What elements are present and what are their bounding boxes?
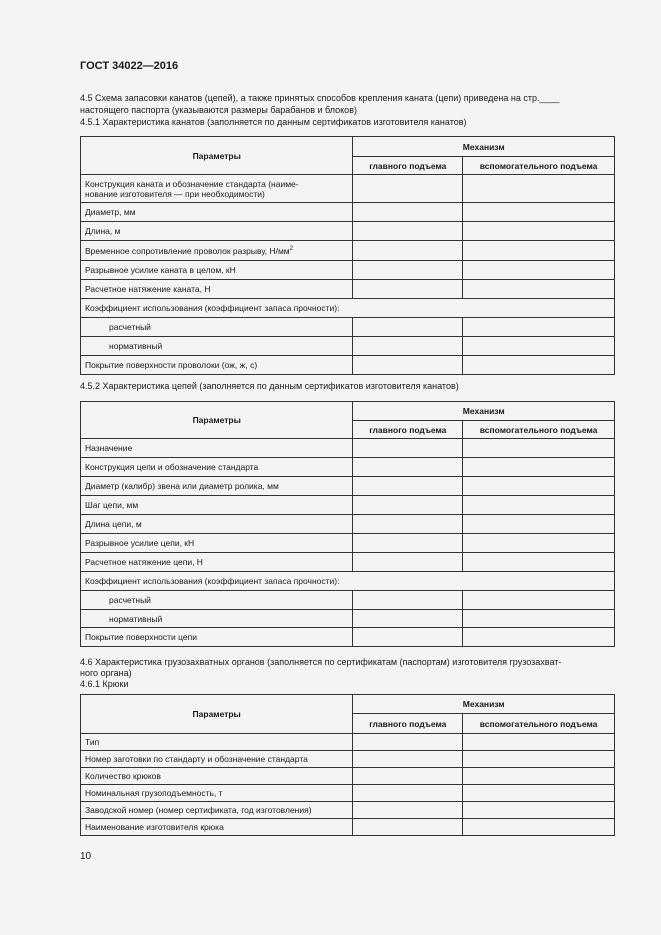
main-lift-cell[interactable] bbox=[353, 222, 463, 241]
aux-lift-cell[interactable] bbox=[463, 356, 615, 375]
document-header: ГОСТ 34022—2016 bbox=[80, 60, 179, 72]
param-cell: Коэффициент использования (коэффициент запаса прочности): bbox=[81, 299, 615, 318]
main-lift-cell[interactable] bbox=[353, 477, 463, 496]
main-lift-cell[interactable] bbox=[353, 439, 463, 458]
aux-lift-header: вспомогательного подъема bbox=[463, 421, 615, 439]
param-cell: Расчетное натяжение цепи, Н bbox=[81, 553, 353, 572]
ropes-table bbox=[80, 136, 615, 375]
aux-lift-header: вспомогательного подъема bbox=[463, 157, 615, 175]
param-cell: Длина, м bbox=[81, 222, 353, 241]
main-lift-cell[interactable] bbox=[353, 734, 463, 751]
aux-lift-cell[interactable] bbox=[463, 591, 615, 610]
aux-lift-cell[interactable] bbox=[463, 280, 615, 299]
main-lift-cell[interactable] bbox=[353, 534, 463, 553]
params-header: Параметры bbox=[81, 137, 353, 175]
aux-lift-cell[interactable] bbox=[463, 318, 615, 337]
aux-lift-cell[interactable] bbox=[463, 819, 615, 836]
main-lift-cell[interactable] bbox=[353, 458, 463, 477]
main-lift-header: главного подъема bbox=[353, 157, 463, 175]
aux-lift-cell[interactable] bbox=[463, 222, 615, 241]
param-cell: Заводской номер (номер сертификата, год изготовления) bbox=[81, 802, 353, 819]
main-lift-cell[interactable] bbox=[353, 751, 463, 768]
aux-lift-cell[interactable] bbox=[463, 610, 615, 628]
main-lift-cell[interactable] bbox=[353, 241, 463, 261]
mechanism-header: Механизм bbox=[353, 137, 615, 157]
param-cell: Временное сопротивление проволок разрыву, $Н/мм^2$ bbox=[81, 241, 353, 261]
section-4-6-line-2: ного органа) bbox=[80, 668, 132, 678]
main-lift-cell[interactable] bbox=[353, 802, 463, 819]
param-cell: Конструкция каната и обозначение стандарта (наиме- нование изготовителя — при необходимости) bbox=[81, 175, 353, 203]
aux-lift-cell[interactable] bbox=[463, 534, 615, 553]
aux-lift-cell[interactable] bbox=[463, 458, 615, 477]
aux-lift-cell[interactable] bbox=[463, 785, 615, 802]
aux-lift-cell[interactable] bbox=[463, 477, 615, 496]
aux-lift-cell[interactable] bbox=[463, 802, 615, 819]
param-cell: нормативный bbox=[81, 610, 353, 628]
param-cell: Длина цепи, м bbox=[81, 515, 353, 534]
aux-lift-cell[interactable] bbox=[463, 628, 615, 647]
aux-lift-cell[interactable] bbox=[463, 553, 615, 572]
param-cell: Расчетное натяжение каната, Н bbox=[81, 280, 353, 299]
param-cell: Покрытие поверхности проволоки (ож, ж, с) bbox=[81, 356, 353, 375]
section-4-6-line-1: 4.6 Характеристика грузозахватных органов (заполняется по сертификатам (паспортам) изготовителя грузозахват- bbox=[80, 657, 562, 667]
params-header: Параметры bbox=[81, 695, 353, 734]
mechanism-header: Механизм bbox=[353, 402, 615, 421]
main-lift-cell[interactable] bbox=[353, 175, 463, 203]
aux-lift-cell[interactable] bbox=[463, 734, 615, 751]
aux-lift-cell[interactable] bbox=[463, 751, 615, 768]
section-4-5-2-title: 4.5.2 Характеристика цепей (заполняется по данным сертификатов изготовителя канатов) bbox=[80, 381, 459, 391]
main-lift-cell[interactable] bbox=[353, 819, 463, 836]
main-lift-header: главного подъема bbox=[353, 421, 463, 439]
section-4-5-line-1: 4.5 Схема запасовки канатов (цепей), а также принятых способов крепления каната (цепи) приведена на стр.____ bbox=[80, 93, 560, 103]
main-lift-cell[interactable] bbox=[353, 628, 463, 647]
main-lift-cell[interactable] bbox=[353, 318, 463, 337]
param-cell: Номер заготовки по стандарту и обозначение стандарта bbox=[81, 751, 353, 768]
main-lift-cell[interactable] bbox=[353, 768, 463, 785]
main-lift-cell[interactable] bbox=[353, 496, 463, 515]
aux-lift-cell[interactable] bbox=[463, 439, 615, 458]
param-cell: Диаметр, мм bbox=[81, 203, 353, 222]
main-lift-cell[interactable] bbox=[353, 356, 463, 375]
aux-lift-cell[interactable] bbox=[463, 768, 615, 785]
aux-lift-cell[interactable] bbox=[463, 496, 615, 515]
param-cell: Количество крюков bbox=[81, 768, 353, 785]
param-cell: Шаг цепи, мм bbox=[81, 496, 353, 515]
aux-lift-cell[interactable] bbox=[463, 175, 615, 203]
param-cell: Тип bbox=[81, 734, 353, 751]
param-cell: Диаметр (калибр) звена или диаметр ролика, мм bbox=[81, 477, 353, 496]
aux-lift-cell[interactable] bbox=[463, 203, 615, 222]
main-lift-cell[interactable] bbox=[353, 515, 463, 534]
section-4-5-1-title: 4.5.1 Характеристика канатов (заполняется по данным сертификатов изготовителя канатов) bbox=[80, 117, 467, 127]
param-cell: Коэффициент использования (коэффициент запаса прочности): bbox=[81, 572, 615, 591]
main-lift-cell[interactable] bbox=[353, 203, 463, 222]
param-cell: Разрывное усилие цепи, кН bbox=[81, 534, 353, 553]
aux-lift-cell[interactable] bbox=[463, 337, 615, 356]
param-cell: Конструкция цепи и обозначение стандарта bbox=[81, 458, 353, 477]
aux-lift-cell[interactable] bbox=[463, 241, 615, 261]
aux-lift-header: вспомогательного подъема bbox=[463, 714, 615, 734]
aux-lift-cell[interactable] bbox=[463, 261, 615, 280]
main-lift-header: главного подъема bbox=[353, 714, 463, 734]
param-cell: расчетный bbox=[81, 318, 353, 337]
main-lift-cell[interactable] bbox=[353, 591, 463, 610]
main-lift-cell[interactable] bbox=[353, 553, 463, 572]
main-lift-cell[interactable] bbox=[353, 785, 463, 802]
hooks-table bbox=[80, 694, 615, 836]
param-cell: нормативный bbox=[81, 337, 353, 356]
param-cell: Назначение bbox=[81, 439, 353, 458]
param-cell: расчетный bbox=[81, 591, 353, 610]
section-4-5-line-2: настоящего паспорта (указываются размеры барабанов и блоков) bbox=[80, 105, 357, 115]
section-4-6-1-title: 4.6.1 Крюки bbox=[80, 679, 129, 689]
main-lift-cell[interactable] bbox=[353, 337, 463, 356]
param-cell: Наименование изготовителя крюка bbox=[81, 819, 353, 836]
params-header: Параметры bbox=[81, 402, 353, 439]
main-lift-cell[interactable] bbox=[353, 280, 463, 299]
page-number: 10 bbox=[80, 851, 92, 862]
chains-table bbox=[80, 401, 615, 647]
param-cell: Разрывное усилие каната в целом, кН bbox=[81, 261, 353, 280]
param-cell: Покрытие поверхности цепи bbox=[81, 628, 353, 647]
main-lift-cell[interactable] bbox=[353, 261, 463, 280]
main-lift-cell[interactable] bbox=[353, 610, 463, 628]
mechanism-header: Механизм bbox=[353, 695, 615, 714]
param-cell: Номинальная грузоподъемность, т bbox=[81, 785, 353, 802]
aux-lift-cell[interactable] bbox=[463, 515, 615, 534]
